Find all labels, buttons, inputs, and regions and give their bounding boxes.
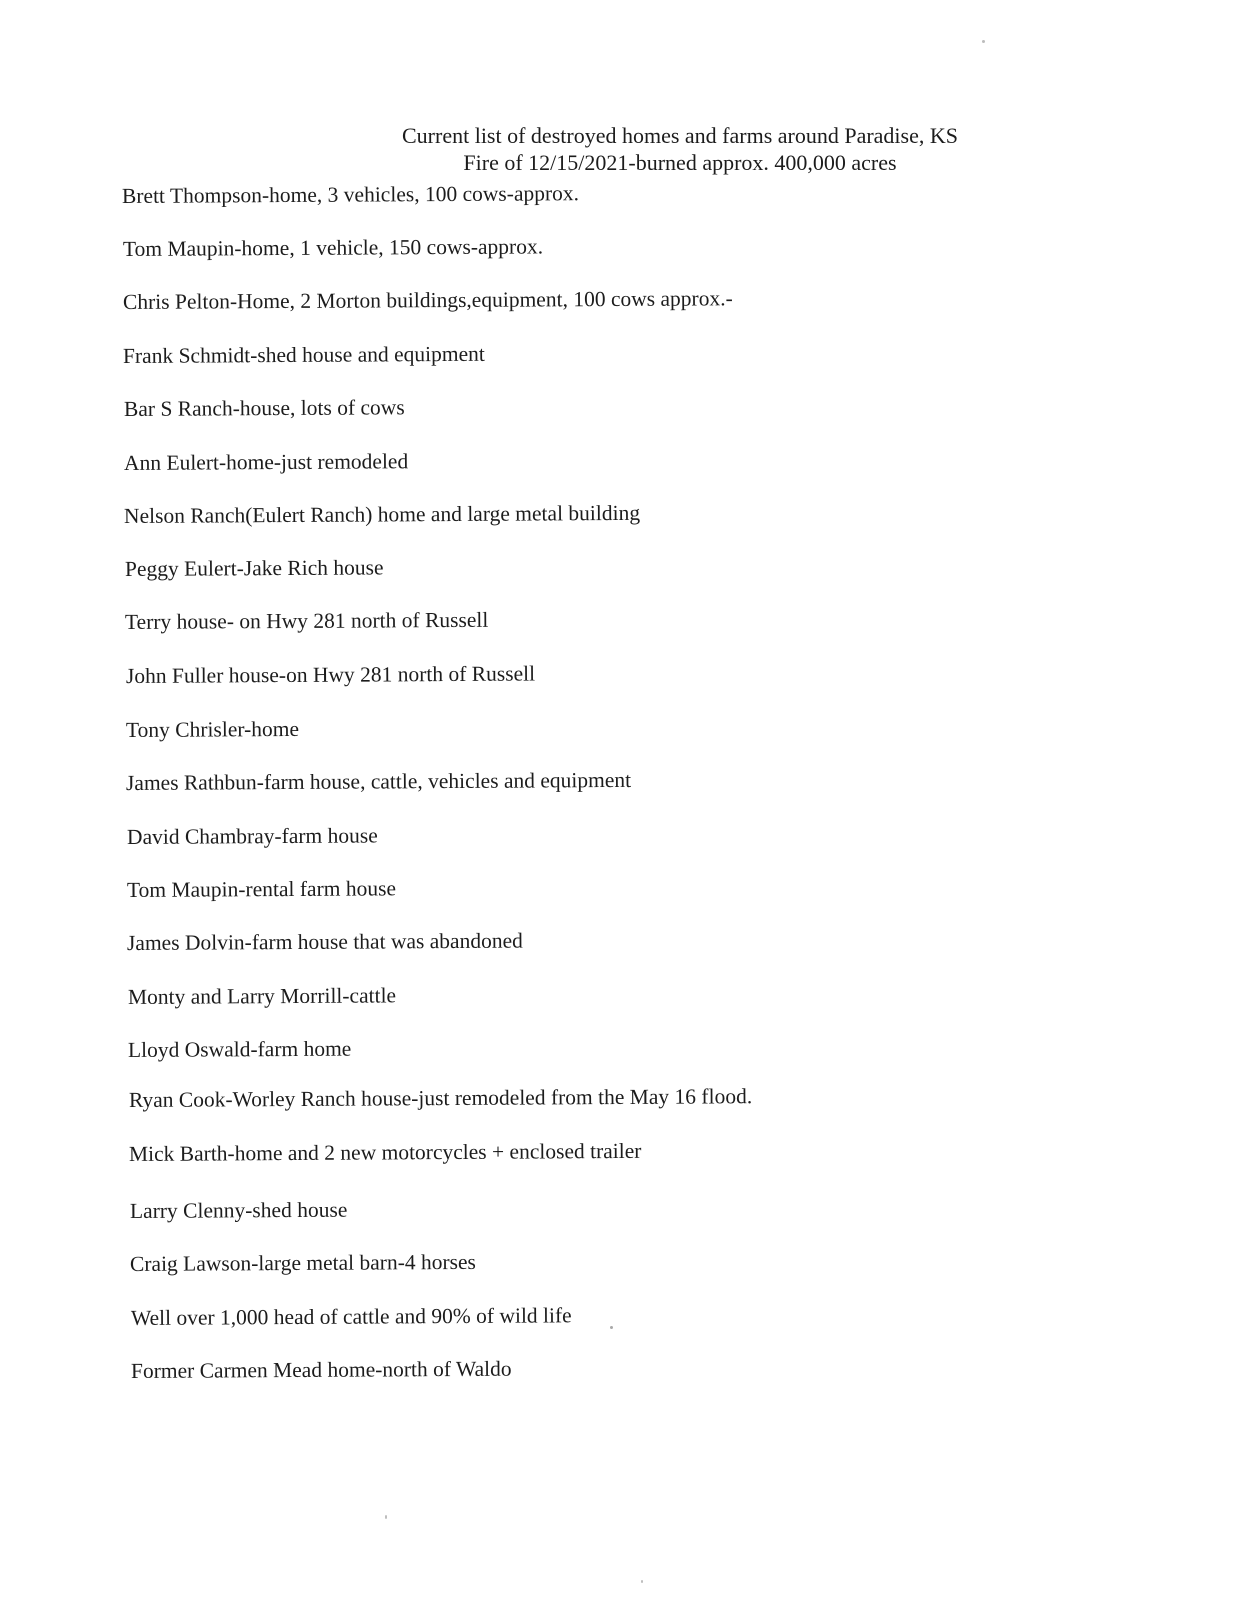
list-item: Ryan Cook-Worley Ranch house-just remodeled from the May 16 flood. <box>128 1084 753 1112</box>
list-item: Ann Eulert-home-just remodeled <box>123 449 409 475</box>
list-item: Frank Schmidt-shed house and equipment <box>122 341 485 368</box>
list-item: Tom Maupin-rental farm house <box>126 876 397 902</box>
list-item: Peggy Eulert-Jake Rich house <box>124 555 384 581</box>
scan-speck <box>610 1326 613 1329</box>
list-item: Former Carmen Mead home-north of Waldo <box>130 1356 512 1383</box>
list-item: James Rathbun-farm house, cattle, vehicles and equipment <box>125 767 632 795</box>
list-item: Bar S Ranch-house, lots of cows <box>123 395 405 421</box>
list-item: James Dolvin-farm house that was abandoned <box>126 928 523 955</box>
list-item: Chris Pelton-Home, 2 Morton buildings,equipment, 100 cows approx.- <box>122 286 733 314</box>
list-item: David Chambray-farm house <box>126 823 378 849</box>
title-line-2: Fire of 12/15/2021-burned approx. 400,000 acres <box>463 150 897 175</box>
list-item: Nelson Ranch(Eulert Ranch) home and large metal building <box>123 500 641 528</box>
scan-speck <box>982 40 985 43</box>
scan-speck <box>385 1515 387 1519</box>
list-item: John Fuller house-on Hwy 281 north of Russell <box>125 661 536 688</box>
list-item: Mick Barth-home and 2 new motorcycles + enclosed trailer <box>128 1138 642 1166</box>
list-item: Tom Maupin-home, 1 vehicle, 150 cows-approx. <box>122 234 544 261</box>
list-item: Terry house- on Hwy 281 north of Russell <box>124 607 489 634</box>
title-line-1: Current list of destroyed homes and farms around Paradise, KS <box>402 123 958 148</box>
scan-speck <box>641 1580 643 1583</box>
list-item: Brett Thompson-home, 3 vehicles, 100 cows-approx. <box>121 181 580 208</box>
list-item: Well over 1,000 head of cattle and 90% of wild life <box>130 1303 572 1330</box>
list-item: Craig Lawson-large metal barn-4 horses <box>129 1249 476 1276</box>
list-item: Larry Clenny-shed house <box>129 1197 348 1223</box>
list-item: Monty and Larry Morrill-cattle <box>127 983 397 1009</box>
list-item: Tony Chrisler-home <box>125 716 300 742</box>
list-item: Lloyd Oswald-farm home <box>127 1036 352 1062</box>
